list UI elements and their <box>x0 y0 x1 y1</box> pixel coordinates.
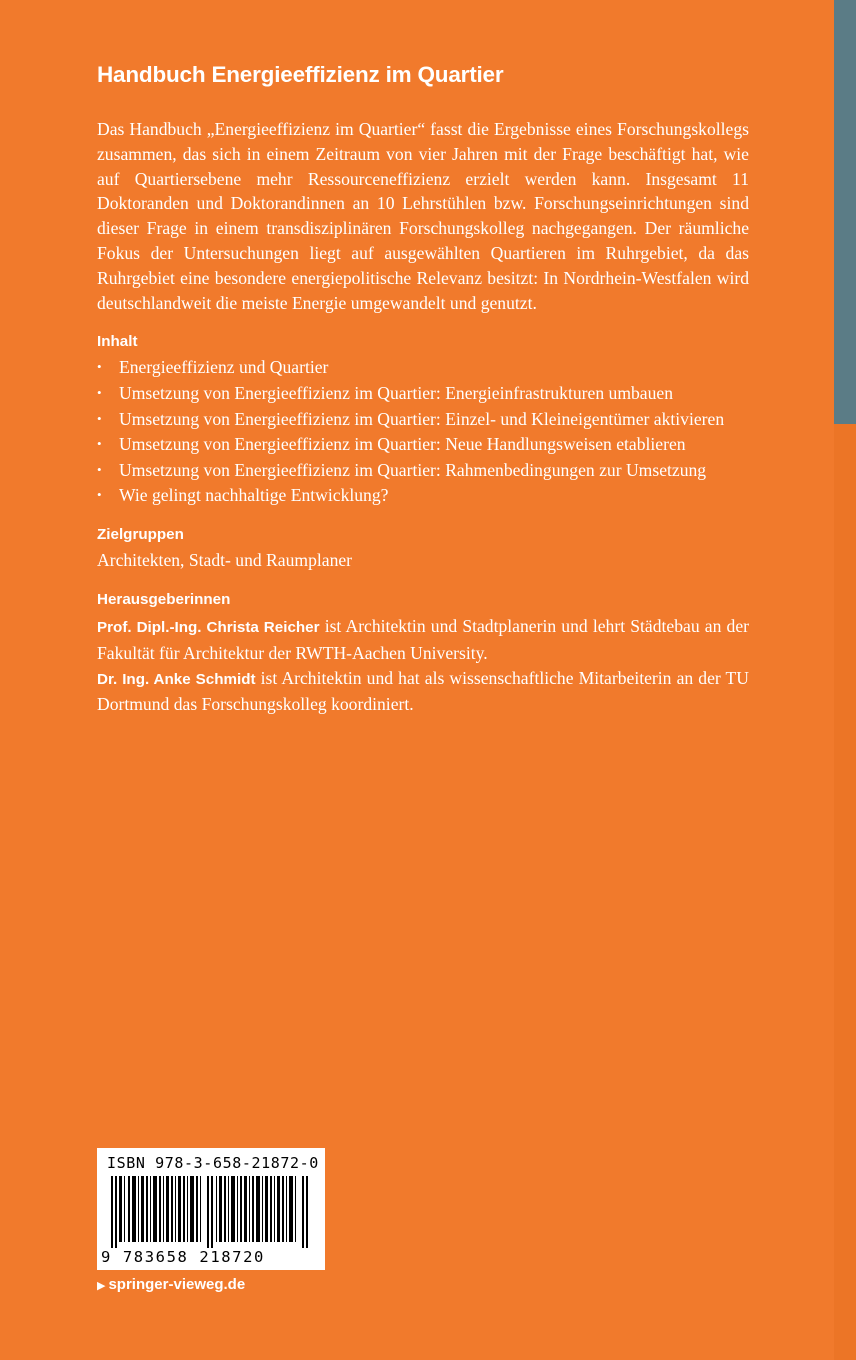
bullet-icon: • <box>97 359 102 375</box>
list-item-text: Energieeffizienz und Quartier <box>119 357 329 378</box>
contents-list <box>97 355 749 508</box>
book-title: Handbuch Energieeffizienz im Quartier <box>97 62 504 87</box>
spine-stripe <box>834 0 856 424</box>
list-item <box>97 407 749 432</box>
barcode-panel <box>97 1148 325 1270</box>
list-item <box>97 483 749 508</box>
list-item-text: Umsetzung von Energieeffizienz im Quartier: Rahmenbedingungen zur Umsetzung <box>119 459 707 480</box>
list-item <box>97 458 749 483</box>
editor-text-schmidt: ist Architektin und hat als wissenschaftliche Mitarbeiterin an der TU Dortmund das Forschungskolleg koordiniert. <box>97 667 749 715</box>
publisher-link[interactable] <box>97 1276 245 1293</box>
bullet-icon: • <box>97 436 102 452</box>
list-item-text: Wie gelingt nachhaltige Entwicklung? <box>119 485 389 506</box>
list-item-text: Umsetzung von Energieeffizienz im Quartier: Einzel- und Kleineigentümer aktivieren <box>119 408 725 429</box>
publisher-url: springer-vieweg.de <box>108 1276 246 1293</box>
book-blurb: Das Handbuch „Energieeffizienz im Quartier“ fasst die Ergebnisse eines Forschungskollegs zusammen, das sich in einem Zeitraum von vier Jahren mit der Frage beschäftigt hat, wie auf Quartiersebene mehr Ressourceneffizienz erzielt werden kann. Insgesamt 11 Doktoranden und Doktorandinnen an 10 Lehrstühlen bzw. Forschungseinrichtungen sind dieser Frage in einem transdisziplinären Forschungskolleg nachgegangen. Der räumliche Fokus der Untersuchungen liegt auf ausgewählten Quartieren im Ruhrgebiet, da das Ruhrgebiet eine besondere energiepolitische Relevanz besitzt: In Nordrhein-Westfalen wird deutschlandweit die meiste Energie umgewandelt und genutzt. <box>97 119 749 313</box>
editors-heading: Herausgeberinnen <box>97 590 231 608</box>
list-item <box>97 432 749 457</box>
contents-section <box>97 331 749 508</box>
bullet-icon: • <box>97 410 102 426</box>
list-item <box>97 355 749 380</box>
list-item <box>97 381 749 406</box>
arrow-right-icon: ▶ <box>97 1280 106 1292</box>
barcode-icon <box>111 1176 311 1248</box>
isbn-number: ISBN 978-3-658-21872-0 <box>107 1154 319 1172</box>
audience-heading: Zielgruppen <box>97 526 184 544</box>
audience-section <box>97 524 749 573</box>
editor-name-schmidt: Dr. Ing. Anke Schmidt <box>97 670 256 688</box>
list-item-text: Umsetzung von Energieeffizienz im Quartier: Energieinfrastrukturen umbauen <box>119 382 674 403</box>
bullet-icon: • <box>97 487 102 503</box>
editors-section <box>97 589 749 717</box>
ean-digits: 9 783658 218720 <box>101 1248 265 1266</box>
audience-text: Architekten, Stadt- und Raumplaner <box>97 550 353 571</box>
bullet-icon: • <box>97 384 102 400</box>
editor-bio-schmidt <box>97 666 749 718</box>
contents-heading: Inhalt <box>97 333 138 351</box>
back-cover-content <box>97 60 749 717</box>
editor-name-reicher: Prof. Dipl.-Ing. Christa Reicher <box>97 618 320 636</box>
spine-edge <box>834 424 856 1360</box>
list-item-text: Umsetzung von Energieeffizienz im Quartier: Neue Handlungsweisen etablieren <box>119 434 686 455</box>
bullet-icon: • <box>97 461 102 477</box>
editor-text-reicher: ist Architektin und Stadtplanerin und lehrt Städtebau an der Fakultät für Architektur der RWTH-Aachen University. <box>97 615 749 663</box>
editor-bio-reicher <box>97 614 749 666</box>
